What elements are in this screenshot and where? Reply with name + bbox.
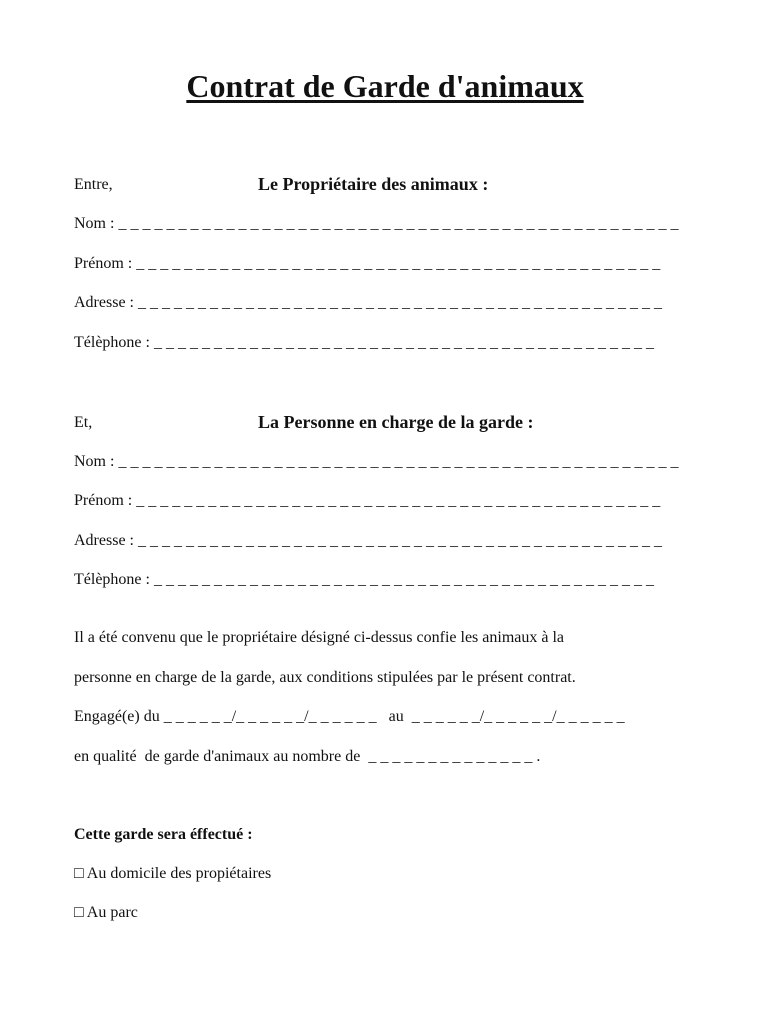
field-blank: _ _ _ _ _ _ _ _ _ _ _ _ _ _ _ _ _ _ _ _ _ _ _ _ _ _ _ _ _ _ _ _ _ _ _ _ _ _ _ _ _ _ _ _ bbox=[137, 532, 662, 549]
option-park[interactable]: □ Au parc bbox=[74, 904, 138, 921]
field-label: Nom : bbox=[74, 453, 119, 470]
field-blank: _ _ _ _ _ _ _ _ _ _ _ _ _ _ _ _ _ _ _ _ _ _ _ _ _ _ _ _ _ _ _ _ _ _ _ _ _ _ _ _ _ _ _ _ bbox=[136, 255, 661, 272]
owner-firstname-field[interactable] bbox=[74, 255, 660, 273]
owner-phone-field[interactable] bbox=[74, 334, 654, 352]
document-title: Contrat de Garde d'animaux bbox=[186, 68, 584, 104]
field-label: Télèphone : bbox=[74, 571, 154, 588]
field-label: Prénom : bbox=[74, 255, 137, 272]
keeper-name-field[interactable] bbox=[74, 453, 678, 471]
field-blank: _ _ _ _ _ _ _ _ _ _ _ _ _ _ _ _ _ _ _ _ _ _ _ _ _ _ _ _ _ _ _ _ _ _ _ _ _ _ _ _ _ _ bbox=[153, 571, 654, 588]
count-blank[interactable]: _ _ _ _ _ _ _ _ _ _ _ _ _ _ . bbox=[368, 748, 541, 765]
field-label: Prénom : bbox=[74, 492, 137, 509]
quality-label: en qualité de garde d'animaux au nombre de bbox=[74, 748, 361, 765]
keeper-heading: La Personne en charge de la garde : bbox=[258, 412, 534, 432]
field-label: Télèphone : bbox=[74, 334, 154, 351]
keeper-firstname-field[interactable] bbox=[74, 492, 660, 510]
field-blank: _ _ _ _ _ _ _ _ _ _ _ _ _ _ _ _ _ _ _ _ _ _ _ _ _ _ _ _ _ _ _ _ _ _ _ _ _ _ _ _ _ _ bbox=[153, 334, 654, 351]
owner-heading: Le Propriétaire des animaux : bbox=[258, 174, 489, 194]
engagement-dates[interactable] bbox=[74, 708, 625, 726]
field-blank: _ _ _ _ _ _ _ _ _ _ _ _ _ _ _ _ _ _ _ _ _ _ _ _ _ _ _ _ _ _ _ _ _ _ _ _ _ _ _ _ _ _ _ _ bbox=[136, 492, 661, 509]
field-label: Adresse : bbox=[74, 294, 138, 311]
owner-intro: Entre, bbox=[74, 176, 113, 193]
keeper-intro: Et, bbox=[74, 414, 93, 431]
date-from-blank[interactable]: _ _ _ _ _ _/_ _ _ _ _ _/_ _ _ _ _ _ bbox=[163, 708, 377, 725]
field-label: Nom : bbox=[74, 215, 119, 232]
keeper-phone-field[interactable] bbox=[74, 571, 654, 589]
date-to-blank[interactable]: _ _ _ _ _ _/_ _ _ _ _ _/_ _ _ _ _ _ bbox=[411, 708, 625, 725]
field-blank: _ _ _ _ _ _ _ _ _ _ _ _ _ _ _ _ _ _ _ _ _ _ _ _ _ _ _ _ _ _ _ _ _ _ _ _ _ _ _ _ _ _ _ _ _ _ _ bbox=[118, 453, 679, 470]
agreement-line-2: personne en charge de la garde, aux conditions stipulées par le présent contrat. bbox=[74, 669, 576, 686]
option-owner-home[interactable]: □ Au domicile des propiétaires bbox=[74, 865, 272, 882]
agreement-line-1: Il a été convenu que le propriétaire désigné ci-dessus confie les animaux à la bbox=[74, 629, 565, 646]
keeper-address-field[interactable] bbox=[74, 532, 662, 550]
owner-address-field[interactable] bbox=[74, 294, 662, 312]
animal-count-line[interactable] bbox=[74, 748, 540, 766]
field-blank: _ _ _ _ _ _ _ _ _ _ _ _ _ _ _ _ _ _ _ _ _ _ _ _ _ _ _ _ _ _ _ _ _ _ _ _ _ _ _ _ _ _ _ _ _ _ _ bbox=[118, 215, 679, 232]
engaged-label: Engagé(e) du bbox=[74, 708, 160, 725]
field-label: Adresse : bbox=[74, 532, 138, 549]
to-label: au bbox=[388, 708, 404, 725]
owner-name-field[interactable] bbox=[74, 215, 678, 233]
field-blank: _ _ _ _ _ _ _ _ _ _ _ _ _ _ _ _ _ _ _ _ _ _ _ _ _ _ _ _ _ _ _ _ _ _ _ _ _ _ _ _ _ _ _ _ bbox=[137, 294, 662, 311]
location-heading: Cette garde sera éffectué : bbox=[74, 826, 253, 843]
